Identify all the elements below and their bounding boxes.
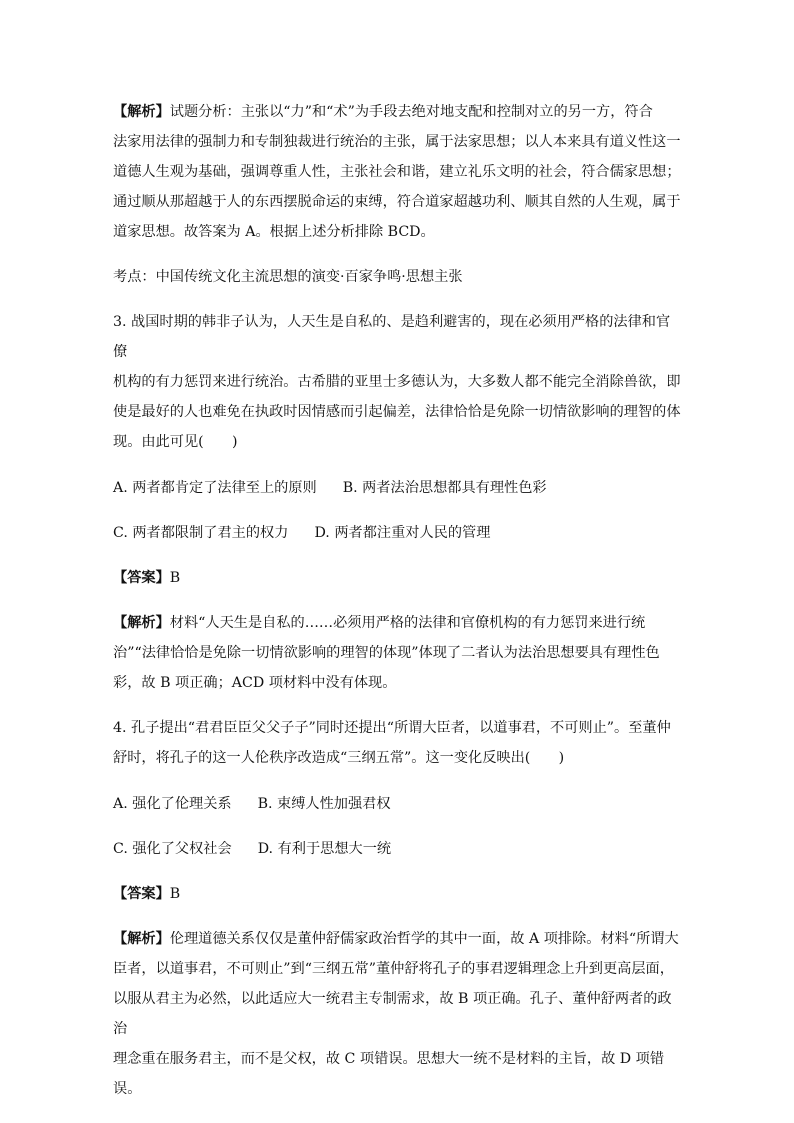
- q3-options-ab: [113, 473, 683, 503]
- q3-stem-line-1: 3. 战国时期的韩非子认为，人天生是自私的、是趋利避害的，现在必须用严格的法律和官僚: [113, 314, 671, 360]
- question-3: [113, 307, 683, 457]
- q3-option-b: B. 两者法治思想都具有理性色彩: [342, 480, 547, 496]
- q3-stem-line-4: 现。由此可见( ): [113, 434, 238, 450]
- q2-analysis-line-1: [113, 97, 683, 127]
- answer-tag: 【答案】: [113, 886, 170, 902]
- q4-analysis-line-1: [113, 924, 683, 954]
- q2-analysis-line-3: 道德人生观为基础，强调尊重人性，主张社会和谐，建立礼乐文明的社会，符合儒家思想；: [113, 164, 681, 180]
- q3-stem-line-2: 机构的有力惩罚来进行统治。古希腊的亚里士多德认为，大多数人都不能完全消除兽欲，即: [113, 374, 681, 390]
- q3-stem-line-3: 使是最好的人也难免在执政时因情感而引起偏差，法律恰恰是免除一切情欲影响的理智的体: [113, 404, 681, 420]
- q3-answer: [113, 563, 683, 593]
- document-page: [113, 97, 683, 1104]
- q4-options-cd: [113, 834, 683, 864]
- q2-analysis-line-5: 道家思想。故答案为 A。根据上述分析排除 BCD。: [113, 224, 435, 240]
- q4-option-c: C. 强化了父权社会: [113, 841, 232, 857]
- q4-analysis-line-4: 理念重在服务君主，而不是父权，故 C 项错误。思想大一统不是材料的主旨，故 D 项错误。: [113, 1051, 665, 1097]
- q3-option-c: C. 两者都限制了君主的权力: [113, 525, 289, 541]
- q2-analysis: [113, 97, 683, 247]
- q4-option-b: B. 束缚人性加强君权: [257, 796, 391, 812]
- analysis-text: 材料“人天生是自私的……必须用严格的法律和官僚机构的有力惩罚来进行统: [169, 615, 646, 631]
- q4-option-a: A. 强化了伦理关系: [113, 796, 232, 812]
- analysis-tag: 【解析】: [113, 104, 170, 120]
- q4-answer: [113, 879, 683, 909]
- q3-analysis: [113, 608, 683, 698]
- analysis-text: 伦理道德关系仅仅是董仲舒儒家政治哲学的其中一面，故 A 项排除。材料“所谓大: [169, 931, 679, 947]
- q4-analysis-line-3: 以服从君主为必然，以此适应大一统君主专制需求，故 B 项正确。孔子、董仲舒两者的政治: [113, 991, 672, 1037]
- answer-value: B: [169, 570, 181, 586]
- analysis-tag: 【解析】: [113, 615, 170, 631]
- q3-analysis-line-2: 治”“法律恰恰是免除一切情欲影响的理智的体现”体现了二者认为法治思想要具有理性色: [113, 645, 660, 661]
- q4-option-d: D. 有利于思想大一统: [257, 841, 392, 857]
- question-4: [113, 713, 683, 773]
- q4-stem-line-2: 舒时，将孔子的这一人伦秩序改造成“三纲五常”。这一变化反映出( ): [113, 750, 565, 766]
- q4-options-ab: [113, 789, 683, 819]
- analysis-tag: 【解析】: [113, 931, 170, 947]
- q3-options-cd: [113, 518, 683, 548]
- q3-analysis-line-3: 彩，故 B 项正确；ACD 项材料中没有体现。: [113, 675, 397, 691]
- q4-analysis: [113, 924, 683, 1104]
- q2-analysis-line-2: 法家用法律的强制力和专制独裁进行统治的主张，属于法家思想；以人本来具有道义性这一: [113, 134, 681, 150]
- q4-analysis-line-2: 臣者，以道事君，不可则止”到“三纲五常”董仲舒将孔子的事君逻辑理念上升到更高层面，: [113, 961, 674, 977]
- analysis-text: 试题分析：主张以“力”和“术”为手段去绝对地支配和控制对立的另一方，符合: [169, 104, 653, 120]
- q2-analysis-line-4: 通过顺从那超越于人的东西摆脱命运的束缚，符合道家超越功利、顺其自然的人生观，属于: [113, 194, 681, 210]
- q2-kaodian: 考点：中国传统文化主流思想的演变·百家争鸣·思想主张: [113, 269, 463, 285]
- q3-option-d: D. 两者都注重对人民的管理: [314, 525, 491, 541]
- answer-value: B: [169, 886, 181, 902]
- q3-analysis-line-1: [113, 608, 683, 638]
- q4-stem-line-1: 4. 孔子提出“君君臣臣父父子子”同时还提出“所谓大臣者，以道事君，不可则止”。至董仲: [113, 720, 671, 736]
- answer-tag: 【答案】: [113, 570, 170, 586]
- q3-option-a: A. 两者都肯定了法律至上的原则: [113, 480, 317, 496]
